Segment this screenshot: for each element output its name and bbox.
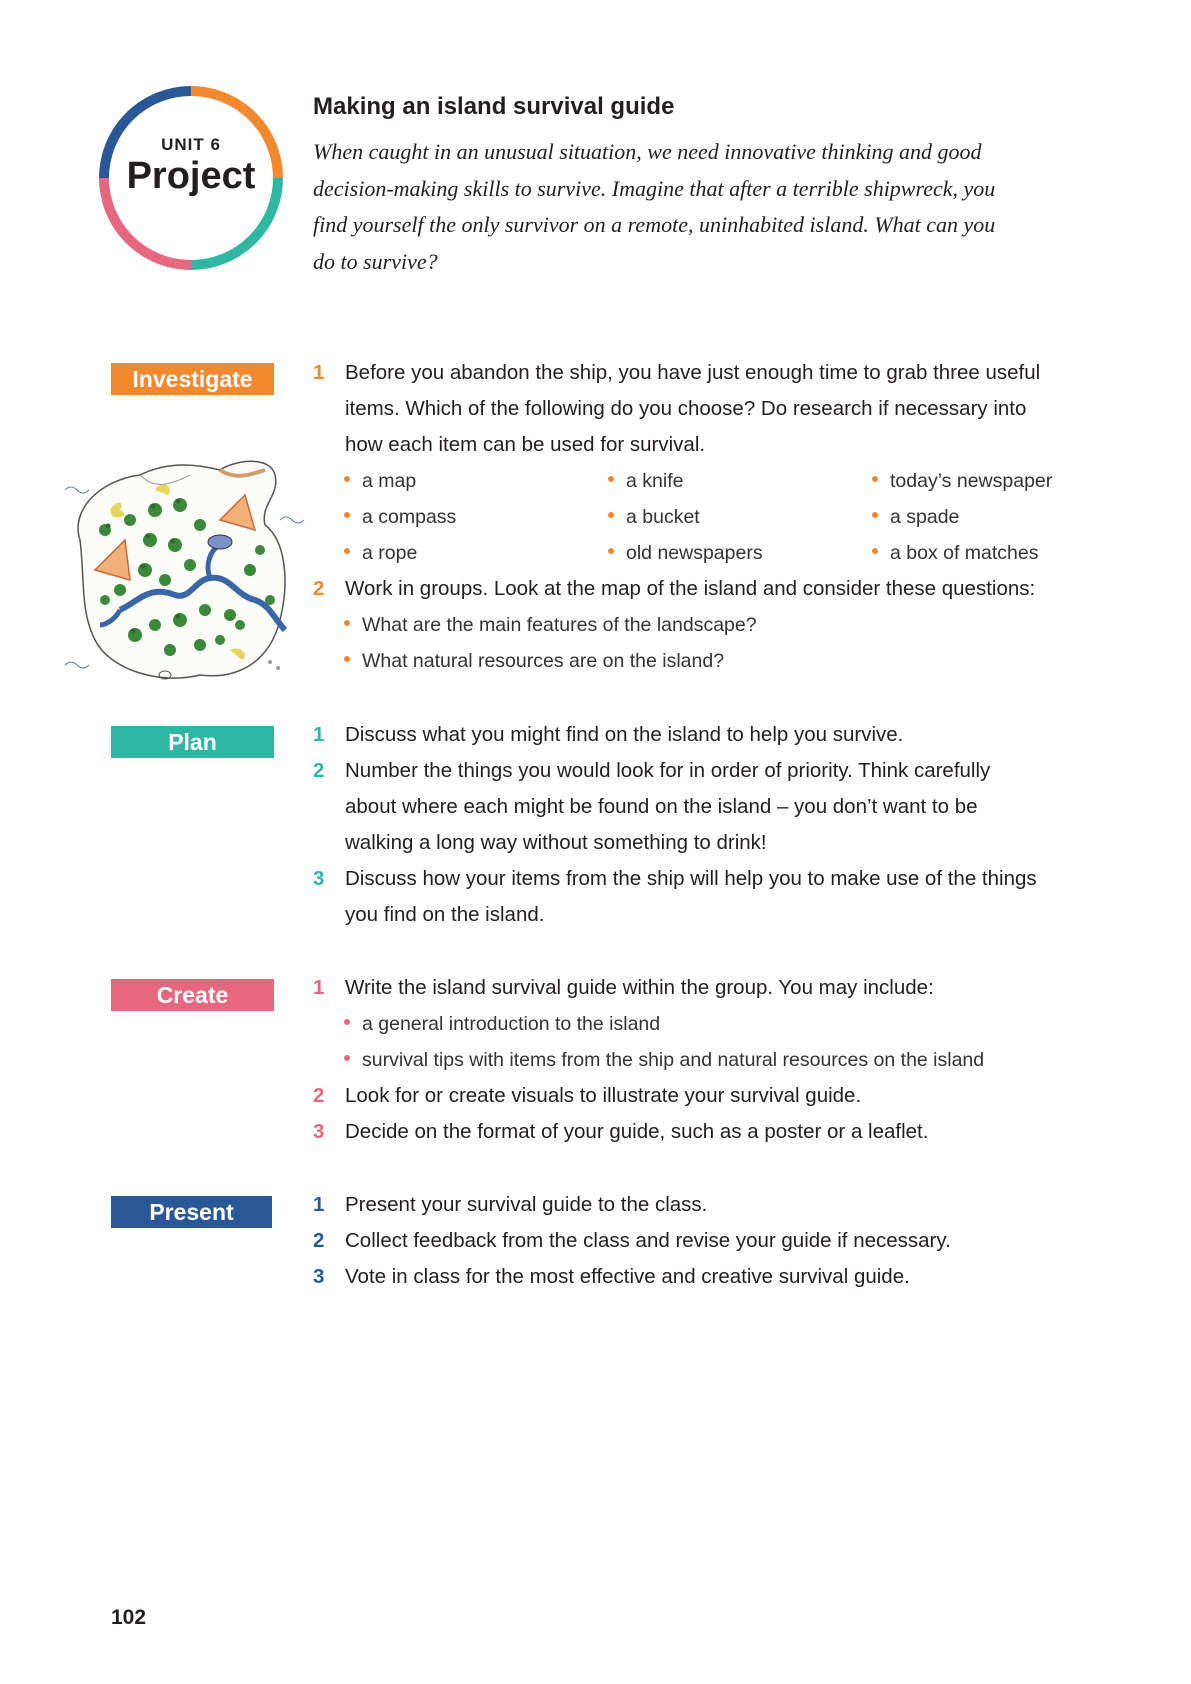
step-text: Vote in class for the most effective and creative survival guide. [345,1265,910,1288]
choice-item [872,535,1039,571]
bullet-icon [608,512,614,518]
choice-item [608,499,700,535]
bullet-icon [344,656,350,662]
section-label-plan: Plan [111,726,274,758]
step-text: Decide on the format of your guide, such as a poster or a leaflet. [345,1120,929,1143]
step-number: 3 [313,1120,325,1143]
step-number: 3 [313,867,325,890]
step-number: 1 [313,723,325,746]
step-text: Collect feedback from the class and revise your guide if necessary. [345,1229,951,1252]
intro-line: do to survive? [313,248,438,274]
bullet-text: survival tips with items from the ship and natural resources on the island [362,1049,985,1071]
step-text: Discuss how your items from the ship will help you to make use of the things [345,867,1037,890]
page-title: Making an island survival guide [313,93,675,120]
step-text: about where each might be found on the island – you don’t want to be [345,795,978,818]
choice-text: a rope [362,542,418,564]
question-item [344,607,757,643]
choice-text: a bucket [626,506,700,528]
island-map-illustration [60,450,310,690]
bullet-icon [344,476,350,482]
badge-title: Project [126,155,256,197]
create-bullet-item [344,1006,660,1042]
bullet-icon [872,476,878,482]
choice-text: a knife [626,470,684,492]
bullet-icon [344,512,350,518]
step-text: Present your survival guide to the class. [345,1193,708,1216]
choice-item [344,463,416,499]
choice-item [344,535,417,571]
intro-line: decision-making skills to survive. Imagine that after a terrible shipwreck, you [313,175,996,201]
step-text: how each item can be used for survival. [345,433,706,456]
step-text: Look for or create visuals to illustrate your survival guide. [345,1084,862,1107]
choice-item [344,499,456,535]
bullet-text: a general introduction to the island [362,1013,661,1035]
step-text: Before you abandon the ship, you have just enough time to grab three useful [345,361,1041,384]
bullet-icon [344,620,350,626]
choice-text: a map [362,470,417,492]
choice-item [608,463,683,499]
step-text: Discuss what you might find on the island to help you survive. [345,723,904,746]
bullet-icon [344,1019,350,1025]
bullet-icon [608,476,614,482]
intro-line: find yourself the only survivor on a remote, uninhabited island. What can you [313,212,996,237]
section-label-create: Create [111,979,274,1011]
bullet-icon [344,1055,350,1061]
intro-line: When caught in an unusual situation, we need innovative thinking and good [313,139,982,164]
bullet-icon [344,548,350,554]
unit-badge [96,83,286,273]
step-number: 2 [313,577,325,600]
bullet-icon [872,548,878,554]
step-number: 2 [313,1084,325,1107]
bullet-icon [608,548,614,554]
intro-paragraph [313,134,1073,280]
step-number: 2 [313,1229,325,1252]
choice-text: a compass [362,506,457,528]
step-number: 3 [313,1265,325,1288]
step-text: walking a long way without something to drink! [345,831,767,854]
choice-item [872,499,959,535]
step-number: 1 [313,361,325,384]
page-number: 102 [111,1606,147,1629]
step-number: 1 [313,1193,325,1216]
choice-text: old newspapers [626,542,763,564]
bullet-icon [872,512,878,518]
choice-text: a spade [890,506,960,528]
step-number: 1 [313,976,325,999]
question-text: What natural resources are on the island? [362,650,725,672]
step-text: Number the things you would look for in order of priority. Think carefully [345,759,991,782]
unit-number: UNIT 6 [161,135,221,154]
choice-text: a box of matches [890,542,1039,564]
question-item [344,643,724,679]
choice-item [608,535,763,571]
step-number: 2 [313,759,325,782]
step-text: items. Which of the following do you choose? Do research if necessary into [345,397,1027,420]
section-label-present: Present [111,1196,272,1228]
section-label-investigate: Investigate [111,363,274,395]
step-text: Write the island survival guide within the group. You may include: [345,976,934,999]
create-bullet-item [344,1042,984,1078]
question-text: What are the main features of the landscape? [362,614,757,636]
choice-item [872,463,1052,499]
step-text: Work in groups. Look at the map of the island and consider these questions: [345,577,1036,600]
choice-text: today’s newspaper [890,470,1053,492]
step-text: you find on the island. [345,903,545,926]
